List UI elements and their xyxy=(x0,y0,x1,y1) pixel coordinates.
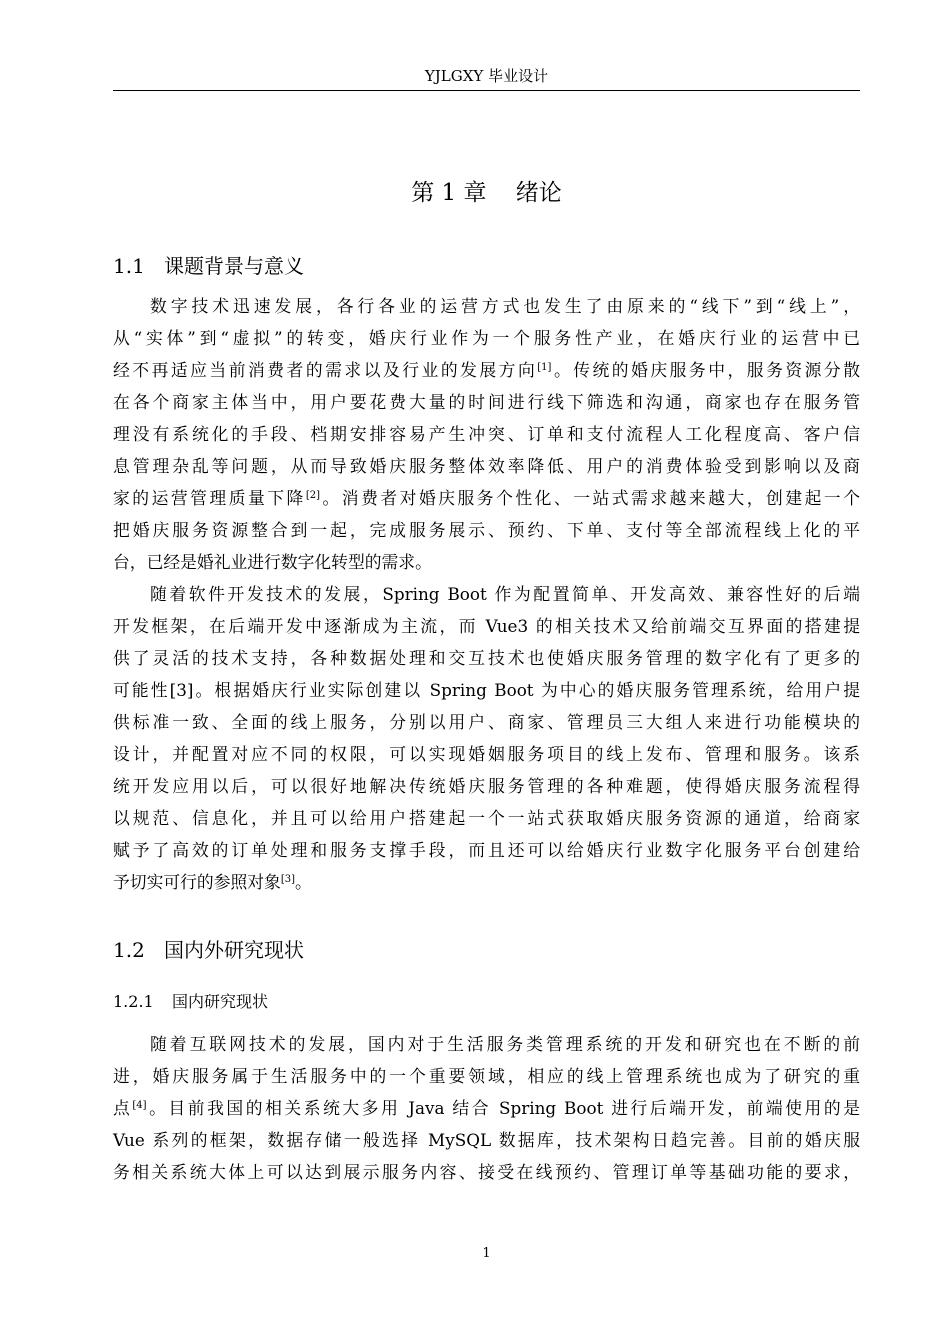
text-segment: 家的运营管理质量下降 xyxy=(113,488,306,508)
citation-marker: [3] xyxy=(280,874,295,885)
chapter-number: 第 1 章 xyxy=(411,180,487,206)
text-line: 设计，并配置对应不同的权限，可以实现婚姻服务项目的线上发布、管理和服务。该系 xyxy=(113,744,860,764)
text-line: 从“实体”到“虚拟”的转变，婚庆行业作为一个服务性产业，在婚庆行业的运营中已 xyxy=(113,328,860,348)
text-line: 息管理杂乱等问题，从而导致婚庆服务整体效率降低、用户的消费体验受到影响以及商 xyxy=(113,456,860,476)
text-line: 理没有系统化的手段、档期安排容易产生冲突、订单和支付流程人工化程度高、客户信 xyxy=(113,424,860,444)
text-line: 以规范、信息化，并且可以给用户搭建起一个一站式获取婚庆服务资源的通道，给商家 xyxy=(113,808,860,828)
text-line: 务相关系统大体上可以达到展示服务内容、接受在线预约、管理订单等基础功能的要求， xyxy=(113,1162,860,1182)
citation-marker: [4] xyxy=(132,1100,147,1111)
section-title: 课题背景与意义 xyxy=(164,254,304,278)
subsection-heading-1-2-1 xyxy=(113,988,268,1016)
section-number: 1.1 xyxy=(113,254,145,278)
text-segment: 经不再适应当前消费者的需求以及行业的发展方向 xyxy=(113,360,538,380)
citation-marker: [2] xyxy=(305,490,321,501)
section-heading-1-1 xyxy=(113,250,304,282)
subsection-title: 国内研究现状 xyxy=(172,992,269,1011)
text-segment: 。传统的婚庆服务中，服务资源分散 xyxy=(551,360,860,380)
section-title: 国内外研究现状 xyxy=(164,938,304,962)
text-segment: 。 xyxy=(295,872,312,892)
text-line: 把婚庆服务资源整合到一起，完成服务展示、预约、下单、支付等全部流程线上化的平 xyxy=(113,520,860,540)
subsection-number: 1.2.1 xyxy=(113,992,154,1011)
text-line: 数字技术迅速发展，各行各业的运营方式也发生了由原来的“线下”到“线上”， xyxy=(150,296,860,316)
text-line: 开发框架，在后端开发中逐渐成为主流，而 Vue3 的相关技术又给前端交互界面的搭建提 xyxy=(113,616,860,636)
chapter-name: 绪论 xyxy=(515,180,562,206)
chapter-title xyxy=(113,172,860,214)
text-line: 进，婚庆服务属于生活服务中的一个重要领域，相应的线上管理系统也成为了研究的重 xyxy=(113,1066,860,1086)
paragraph-background xyxy=(113,290,860,578)
page-header: YJLGXY 毕业设计 xyxy=(424,67,549,85)
text-line: 赋予了高效的订单处理和服务支撑手段，而且还可以给婚庆行业数字化服务平台创建给 xyxy=(113,840,860,860)
paragraph-domestic-research xyxy=(113,1028,860,1188)
section-heading-1-2 xyxy=(113,934,304,966)
header-rule xyxy=(113,90,860,91)
text-segment: 点 xyxy=(113,1098,133,1118)
text-line xyxy=(113,866,860,898)
paragraph-technology xyxy=(113,578,860,898)
text-line xyxy=(113,482,860,514)
text-line xyxy=(113,354,860,386)
text-line: 可能性[3]。根据婚庆行业实际创建以 Spring Boot 为中心的婚庆服务管理系统，给用户提 xyxy=(113,680,860,700)
text-line: 在各个商家主体当中，用户要花费大量的时间进行线下筛选和沟通，商家也存在服务管 xyxy=(113,392,860,412)
text-line: 统开发应用以后，可以很好地解决传统婚庆服务管理的各种难题，使得婚庆服务流程得 xyxy=(113,776,860,796)
section-number: 1.2 xyxy=(113,938,145,962)
citation-marker: [1] xyxy=(537,362,552,373)
text-line: 供标准一致、全面的线上服务，分别以用户、商家、管理员三大组人来进行功能模块的 xyxy=(113,712,860,732)
text-segment: 予切实可行的参照对象 xyxy=(113,872,281,892)
text-line: 随着软件开发技术的发展，Spring Boot 作为配置简单、开发高效、兼容性好的后端 xyxy=(150,584,860,604)
page-number: 1 xyxy=(482,1246,491,1261)
text-line: 供了灵活的技术支持，各种数据处理和交互技术也使婚庆服务管理的数字化有了更多的 xyxy=(113,648,860,668)
text-line: 随着互联网技术的发展，国内对于生活服务类管理系统的开发和研究也在不断的前 xyxy=(150,1034,860,1054)
text-segment: 。消费者对婚庆服务个性化、一站式需求越来越大，创建起一个 xyxy=(320,488,860,508)
text-line: Vue 系列的框架，数据存储一般选择 MySQL 数据库，技术架构日趋完善。目前的婚庆服 xyxy=(113,1130,860,1150)
text-line xyxy=(113,1092,860,1124)
text-line: 台，已经是婚礼业进行数字化转型的需求。 xyxy=(113,552,432,572)
text-segment: 。目前我国的相关系统大多用 Java 结合 Spring Boot 进行后端开发，前端使用的是 xyxy=(146,1098,860,1118)
